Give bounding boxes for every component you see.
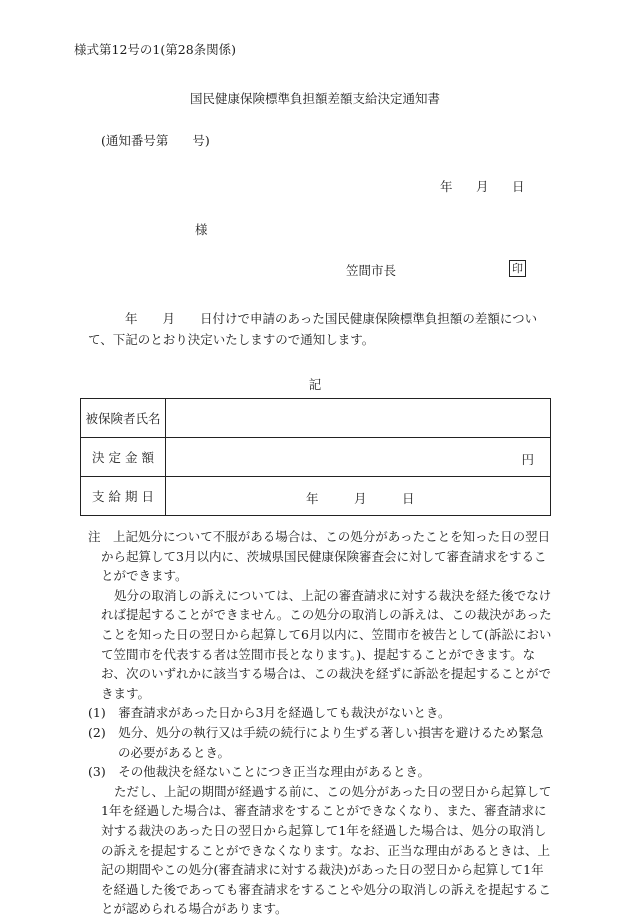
table-row: [81, 438, 551, 477]
yen-unit: 円: [521, 452, 534, 467]
decision-table: [80, 398, 551, 516]
seal-stamp: 印: [509, 260, 526, 277]
form-number: 様式第12号の1(第28条関係): [74, 42, 237, 57]
decision-amount-value: [166, 438, 551, 477]
payment-date-fields: [306, 489, 415, 507]
notice-number-prefix: (通知番号第: [101, 133, 169, 148]
issue-date-year-label: 年: [440, 179, 453, 194]
notice-number-suffix: 号): [192, 133, 210, 148]
document-title: 国民健康保険標準負担額差額支給決定通知書: [189, 91, 440, 106]
payment-day-label: 日: [402, 491, 415, 506]
payment-date-value: [166, 477, 551, 516]
insured-name-value: [166, 399, 551, 438]
notice-number: [101, 131, 210, 149]
table-row: [81, 399, 551, 438]
note-item-3: (3) その他裁決を経ないことにつき正当な理由があるとき。: [88, 764, 430, 780]
note-item-1: (1) 審査請求があった日から3月を経過しても裁決がないとき。: [88, 705, 451, 721]
payment-month-label: 月: [354, 491, 367, 506]
issuer-name: 笠間市長: [346, 263, 397, 278]
table-row: [81, 477, 551, 516]
issue-date: [440, 177, 525, 195]
notes-section: [88, 527, 552, 919]
note-paragraph-1: 注 上記処分について不服がある場合は、この処分があったことを知った日の翌日から起算して3月以内に、茨城県国民健康保険審査会に対して審査請求をすることができます。: [88, 529, 551, 584]
note-paragraph-2: 処分の取消しの訴えについては、上記の審査請求に対する裁決を経た後でなければ提起することができません。この処分の取消しの訴えは、この裁決があったことを知った日の翌日から起算して6月以内に、笠間市を被告として(訴訟において笠間市を代表する者は笠間市長となります。)、提起することができます。なお、次のいずれかに該当する場合は、この裁決を経ずに訴訟を提起することができます。: [101, 587, 552, 701]
payment-year-label: 年: [306, 491, 319, 506]
ki-heading: 記: [308, 377, 322, 392]
body-text: [88, 308, 550, 350]
issue-date-day-label: 日: [512, 179, 525, 194]
addressee-suffix: 様: [195, 222, 208, 237]
note-paragraph-3: ただし、上記の期間が経過する前に、この処分があった日の翌日から起算して1年を経過した場合は、審査請求をすることができなくなり、また、審査請求に対する裁決のあった日の翌日から起算して1年を経過した場合は、処分の取消しの訴えを提起することができなくなります。なお、正当な理由があるときは、上記の期間やこの処分(審査請求に対する裁決)があった日の翌日から起算して1年を経過した後であっても審査請求をすることや処分の取消しの訴えを提起することが認められる場合があります。: [101, 783, 552, 917]
body-paragraph: 年 月 日付けで申請のあった国民健康保険標準負担額の差額について、下記のとおり決定いたしますので通知します。: [88, 311, 538, 347]
decision-amount-label: 決 定 金 額: [81, 438, 166, 477]
issue-date-month-label: 月: [476, 179, 489, 194]
payment-date-label: 支 給 期 日: [81, 477, 166, 516]
note-item-2: (2) 処分、処分の執行又は手続の続行により生ずる著しい損害を避けるため緊急の必要があるとき。: [88, 724, 544, 760]
insured-name-label: 被保険者氏名: [81, 399, 166, 438]
